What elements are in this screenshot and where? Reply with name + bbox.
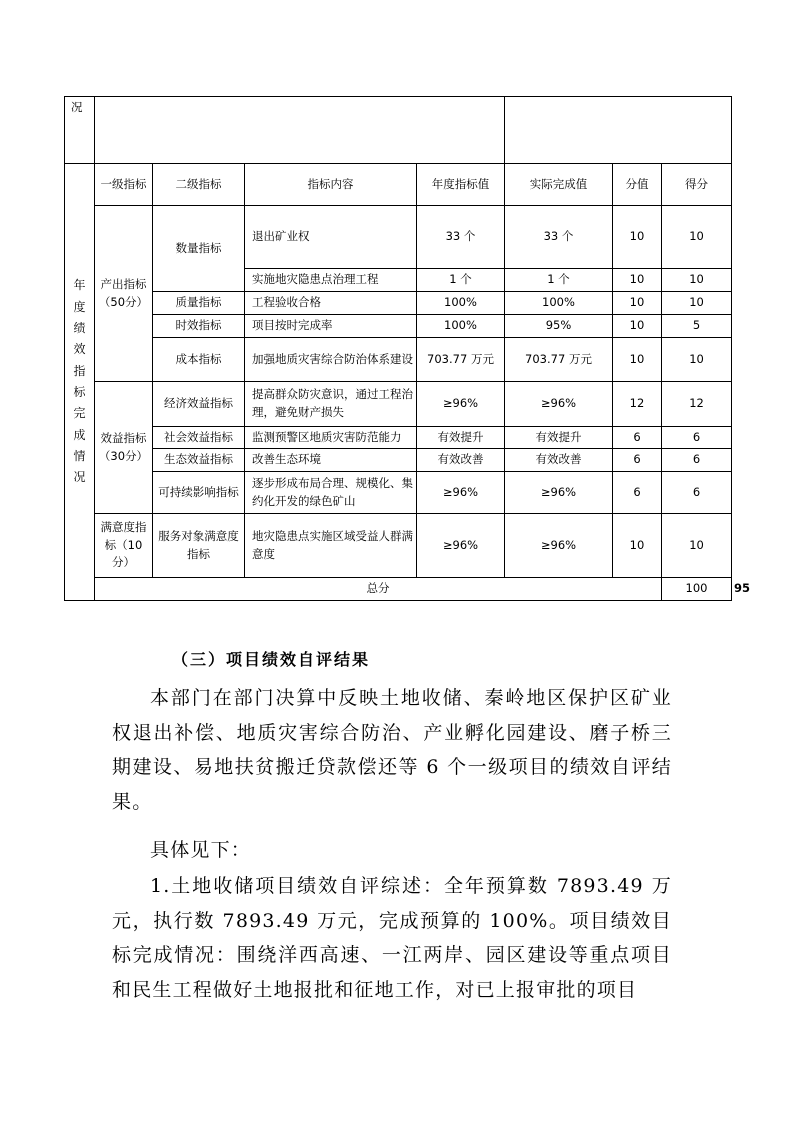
- target-cell: 1 个: [417, 269, 505, 292]
- score-cell: 10: [662, 514, 732, 578]
- total-row: 总分 100 95: [65, 578, 732, 601]
- header-actual: 实际完成值: [505, 164, 613, 206]
- actual-cell: 1 个: [505, 269, 613, 292]
- weight-cell: 10: [613, 315, 662, 338]
- weight-cell: 6: [613, 449, 662, 472]
- side-label-cell: [65, 164, 95, 601]
- empty-cell: [505, 97, 732, 164]
- content-cell: 提高群众防灾意识，通过工程治理，避免财产损失: [245, 382, 417, 427]
- table-row: [65, 338, 732, 382]
- table-row: [65, 427, 732, 449]
- weight-cell: 10: [613, 338, 662, 382]
- actual-cell: ≥96%: [505, 382, 613, 427]
- performance-table: [64, 96, 751, 601]
- group-label: 效益指标（30分）: [95, 382, 153, 514]
- empty-cell: [95, 97, 505, 164]
- actual-cell: 有效提升: [505, 427, 613, 449]
- group-label: 满意度指标（10分）: [95, 514, 153, 578]
- table-row: [65, 449, 732, 472]
- total-weight: 100: [662, 578, 732, 601]
- body-paragraph: 本部门在部门决算中反映土地收储、秦岭地区保护区矿业权退出补偿、地质灾害综合防治、产业孵化园建设、磨子桥三期建设、易地扶贫搬迁贷款偿还等 6 个一级项目的绩效自评结果。: [112, 687, 672, 813]
- target-cell: 有效改善: [417, 449, 505, 472]
- total-label: 总分: [95, 578, 662, 601]
- actual-cell: 33 个: [505, 206, 613, 269]
- target-cell: 33 个: [417, 206, 505, 269]
- level2-cell: 经济效益指标: [153, 382, 245, 427]
- score-cell: 10: [662, 338, 732, 382]
- table-row: [65, 315, 732, 338]
- body-paragraph: 1.土地收储项目绩效自评综述：全年预算数 7893.49 万元，执行数 7893.49 万元，完成预算的 100%。项目绩效目标完成情况：围绕洋西高速、一江两岸、园区建设等重点项目和民生工程做好土地报批和征地工作，对已上报审批的项目: [112, 875, 672, 1001]
- score-cell: 6: [662, 472, 732, 514]
- weight-cell: 6: [613, 427, 662, 449]
- level2-cell: 生态效益指标: [153, 449, 245, 472]
- content-cell: 加强地质灾害综合防治体系建设: [245, 338, 417, 382]
- content-cell: 监测预警区地质灾害防范能力: [245, 427, 417, 449]
- level2-cell: 时效指标: [153, 315, 245, 338]
- content-cell: 改善生态环境: [245, 449, 417, 472]
- score-cell: 6: [662, 449, 732, 472]
- actual-cell: 100%: [505, 292, 613, 315]
- target-cell: 100%: [417, 292, 505, 315]
- weight-cell: 10: [613, 514, 662, 578]
- weight-cell: 6: [613, 472, 662, 514]
- weight-cell: 10: [613, 269, 662, 292]
- score-cell: 6: [662, 427, 732, 449]
- actual-cell: 703.77 万元: [505, 338, 613, 382]
- actual-cell: ≥96%: [505, 472, 613, 514]
- actual-cell: 95%: [505, 315, 613, 338]
- actual-cell: 有效改善: [505, 449, 613, 472]
- header-annual-target: 年度指标值: [417, 164, 505, 206]
- actual-cell: ≥96%: [505, 514, 613, 578]
- level2-cell: 可持续影响指标: [153, 472, 245, 514]
- weight-cell: 12: [613, 382, 662, 427]
- content-cell: 工程验收合格: [245, 292, 417, 315]
- content-cell: 实施地灾隐患点治理工程: [245, 269, 417, 292]
- weight-cell: 10: [613, 206, 662, 269]
- target-cell: ≥96%: [417, 514, 505, 578]
- score-cell: 10: [662, 269, 732, 292]
- level2-cell: 服务对象满意度指标: [153, 514, 245, 578]
- target-cell: 有效提升: [417, 427, 505, 449]
- score-cell: 10: [662, 292, 732, 315]
- score-cell: 5: [662, 315, 732, 338]
- weight-cell: 10: [613, 292, 662, 315]
- top-row-label: 况: [65, 97, 95, 164]
- table-row: [65, 292, 732, 315]
- header-weight: 分值: [613, 164, 662, 206]
- header-level1: 一级指标: [95, 164, 153, 206]
- content-cell: 逐步形成布局合理、规模化、集约化开发的绿色矿山: [245, 472, 417, 514]
- table-row: [65, 382, 732, 427]
- target-cell: ≥96%: [417, 472, 505, 514]
- section-heading: （三）项目绩效自评结果: [172, 650, 371, 669]
- score-cell: 12: [662, 382, 732, 427]
- header-level2: 二级指标: [153, 164, 245, 206]
- target-cell: 703.77 万元: [417, 338, 505, 382]
- level2-cell: 质量指标: [153, 292, 245, 315]
- side-label: 年度绩效指标完成情况: [73, 278, 86, 485]
- header-content: 指标内容: [245, 164, 417, 206]
- level2-cell: 数量指标: [153, 206, 245, 292]
- content-cell: 退出矿业权: [245, 206, 417, 269]
- target-cell: 100%: [417, 315, 505, 338]
- score-cell: 10: [662, 206, 732, 269]
- content-cell: 地灾隐患点实施区域受益人群满意度: [245, 514, 417, 578]
- table-row: [65, 206, 732, 269]
- level2-cell: 成本指标: [153, 338, 245, 382]
- table-row: [65, 472, 732, 514]
- header-score: 得分: [662, 164, 732, 206]
- body-paragraph: 具体见下：: [150, 839, 252, 861]
- level2-cell: 社会效益指标: [153, 427, 245, 449]
- target-cell: ≥96%: [417, 382, 505, 427]
- content-cell: 项目按时完成率: [245, 315, 417, 338]
- table-row: [65, 514, 732, 578]
- group-label: 产出指标（50分）: [95, 206, 153, 382]
